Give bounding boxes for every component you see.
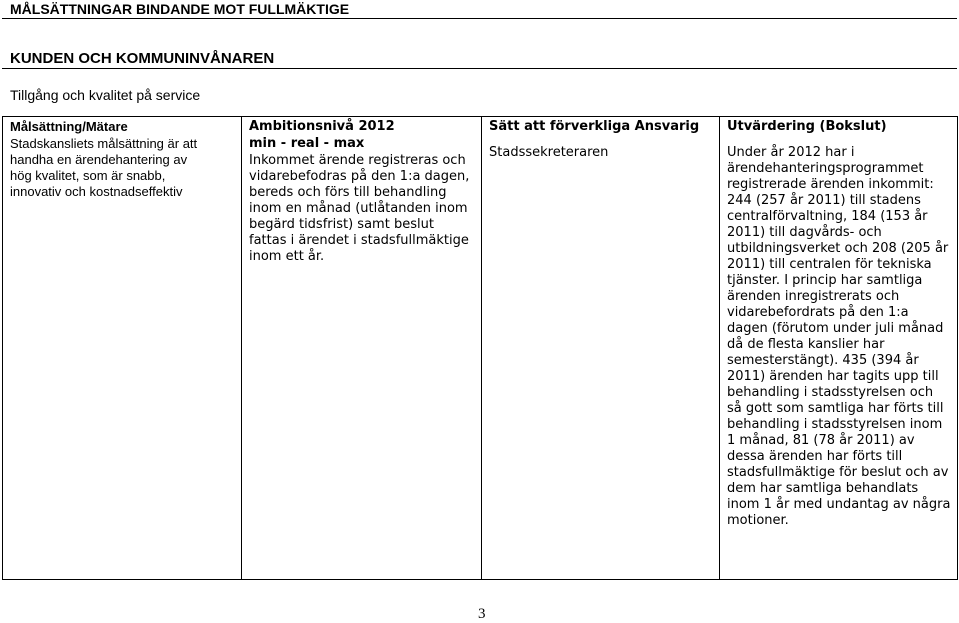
text-line: hög kvalitet, som är snabb,: [10, 168, 166, 183]
section-title: MÅLSÄTTNINGAR BINDANDE MOT FULLMÄKTIGE: [10, 1, 350, 17]
text-line: fattas i ärendet i stadsfullmäktige: [249, 233, 469, 248]
goal-header: Målsättning/Mätare: [10, 119, 128, 134]
ambition-text: [249, 153, 475, 265]
text-line: dem har samtliga behandlats: [727, 481, 919, 496]
text-line: begärd tidsfrist) samt beslut: [249, 217, 434, 232]
text-line: vidarebefordrats på den 1:a: [727, 305, 909, 320]
text-line: utbildningsverket och 208 (205 år: [727, 241, 949, 256]
text-line: 1 månad, 81 (78 år 2011) av: [727, 433, 915, 448]
text-line: då de flesta kanslier har: [727, 337, 885, 352]
goal-cell: [3, 117, 242, 580]
text-line: Stadskansliets målsättning är att: [10, 136, 198, 151]
text-line: ärenden inregistrerats och: [727, 289, 900, 304]
text-line: handha en ärendehantering av: [10, 152, 188, 167]
area-title: Tillgång och kvalitet på service: [10, 87, 201, 103]
text-line: behandling i stadsstyrelsen inom: [727, 417, 943, 432]
evaluation-cell: [720, 117, 958, 580]
text-line: 2011) till centralen för tekniska: [727, 257, 932, 272]
ambition-subheader: min - real - max: [249, 136, 365, 151]
text-line: 2011) ärenden har tagits upp till: [727, 369, 939, 384]
subsection-divider: [2, 68, 957, 69]
goals-table: [2, 116, 958, 580]
method-header: Sätt att förverkliga Ansvarig: [489, 119, 700, 134]
text-line: inom ett år.: [249, 249, 325, 264]
section-divider: [2, 18, 957, 19]
text-line: ärendehanteringsprogrammet: [727, 161, 924, 176]
text-line: 244 (257 år 2011) till stadens: [727, 193, 921, 208]
subsection-title: KUNDEN OCH KOMMUNINVÅNAREN: [10, 50, 275, 67]
text-line: Under år 2012 har i: [727, 145, 855, 160]
ambition-header: Ambitionsnivå 2012: [249, 119, 395, 134]
text-line: innovativ och kostnadseffektiv: [10, 184, 183, 199]
text-line: bereds och förs till behandling: [249, 185, 447, 200]
text-line: Stadssekreteraren: [489, 145, 609, 160]
method-cell: [482, 117, 720, 580]
text-line: så gott som samtliga har förts till: [727, 401, 944, 416]
method-text: [489, 145, 713, 161]
text-line: centralförvaltning, 184 (153 år: [727, 209, 928, 224]
evaluation-text: [727, 145, 951, 529]
text-line: motioner.: [727, 513, 789, 528]
text-line: behandling i stadsstyrelsen och: [727, 385, 934, 400]
page-number: 3: [478, 606, 486, 622]
text-line: dessa ärenden har förts till: [727, 449, 903, 464]
goal-text: [10, 136, 235, 200]
text-line: dagen (förutom under juli månad: [727, 321, 944, 336]
ambition-cell: [242, 117, 482, 580]
text-line: semesterstängt). 435 (394 år: [727, 353, 919, 368]
text-line: tjänster. I princip har samtliga: [727, 273, 923, 288]
text-line: Inkommet ärende registreras och: [249, 153, 466, 168]
text-line: inom en månad (utlåtanden inom: [249, 201, 468, 216]
table-row: [3, 117, 958, 580]
text-line: stadsfullmäktige för beslut och av: [727, 465, 949, 480]
text-line: inom 1 år med undantag av några: [727, 497, 951, 512]
text-line: registrerade ärenden inkommit:: [727, 177, 934, 192]
evaluation-header: Utvärdering (Bokslut): [727, 119, 887, 134]
text-line: vidarebefodras på den 1:a dagen,: [249, 169, 470, 184]
text-line: 2011) till dagvårds- och: [727, 225, 882, 240]
